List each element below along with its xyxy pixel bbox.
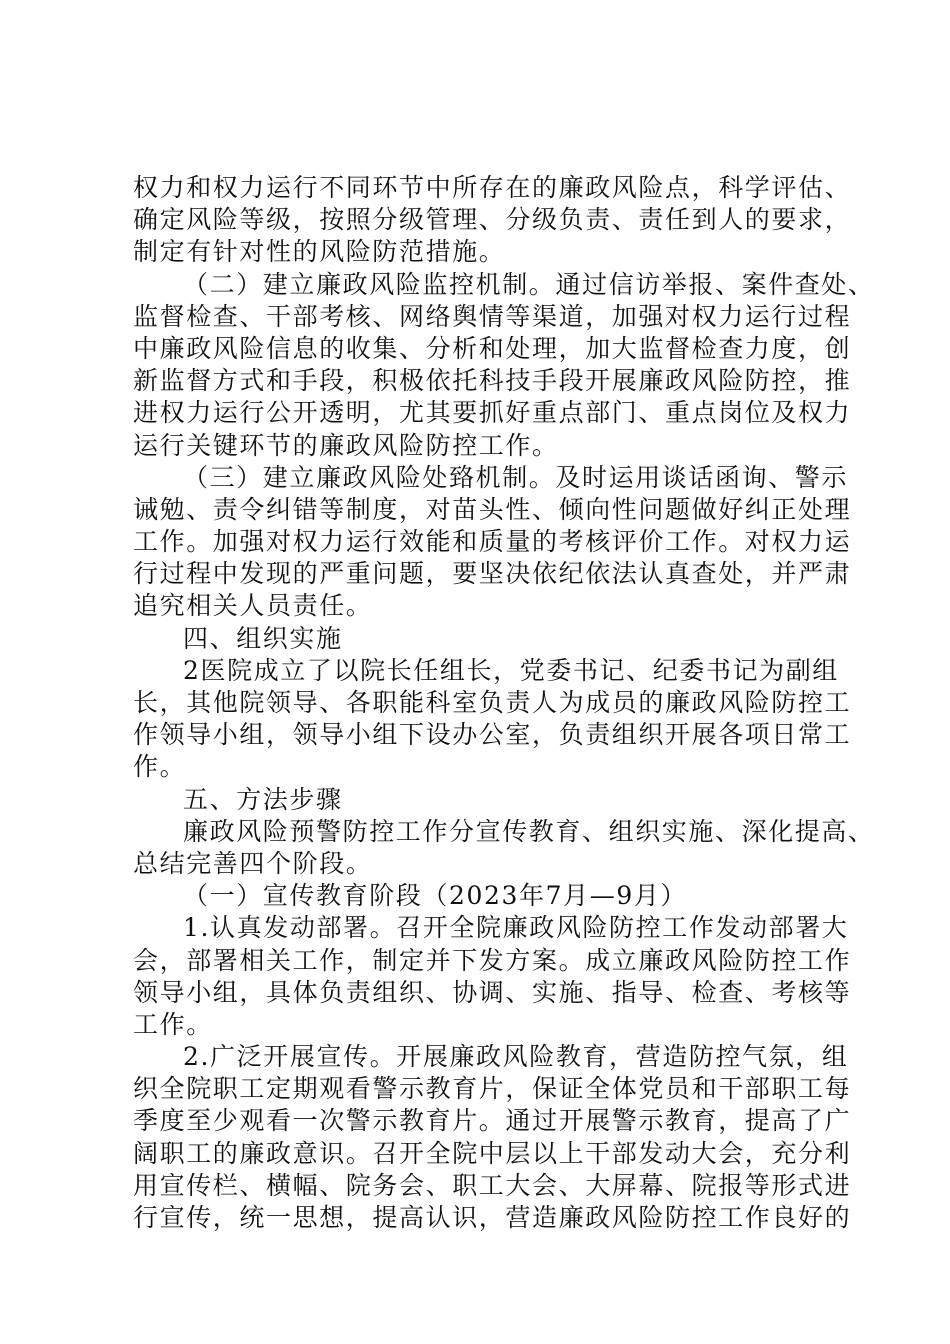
text-line: 中廉政风险信息的收集、分析和处理，加大监督检查力度，创 xyxy=(133,333,852,363)
text-line: 四、组织实施 xyxy=(183,623,343,653)
text-line: 1.认真发动部署。召开全院廉政风险防控工作发动部署大 xyxy=(183,913,849,943)
text-line: 作。 xyxy=(133,752,187,782)
text-line: 用宣传栏、横幅、院务会、职工大会、大屏幕、院报等形式进 xyxy=(133,1170,852,1200)
text-line: 诫勉、责令纠错等制度，对苗头性、倾向性问题做好纠正处理 xyxy=(133,494,852,524)
text-line: 2.广泛开展宣传。开展廉政风险教育，营造防控气氛，组 xyxy=(183,1042,849,1072)
text-line: 2医院成立了以院长任组长，党委书记、纪委书记为副组 xyxy=(183,655,839,685)
text-line: 行过程中发现的严重问题，要坚决依纪依法认真查处，并严肃 xyxy=(133,559,852,589)
text-line: 进权力运行公开透明，尤其要抓好重点部门、重点岗位及权力 xyxy=(133,398,852,428)
text-line: 阔职工的廉政意识。召开全院中层以上干部发动大会，充分利 xyxy=(133,1138,852,1168)
text-line: 工作。加强对权力运行效能和质量的考核评价工作。对权力运 xyxy=(133,527,852,557)
text-line: 权力和权力运行不同环节中所存在的廉政风险点，科学评估、 xyxy=(133,173,852,202)
text-line: （二）建立廉政风险监控机制。通过信访举报、案件查处、 xyxy=(183,269,875,299)
text-line: 运行关键环节的廉政风险防控工作。 xyxy=(133,430,559,460)
text-line: 织全院职工定期观看警示教育片，保证全体党员和干部职工每 xyxy=(133,1074,852,1104)
text-line: 领导小组，具体负责组织、协调、实施、指导、检查、考核等 xyxy=(133,977,852,1007)
text-line: 监督检查、干部考核、网络舆情等渠道，加强对权力运行过程 xyxy=(133,301,852,331)
text-line: （一）宣传教育阶段（2023年7月—9月） xyxy=(183,881,688,911)
text-line: 五、方法步骤 xyxy=(183,784,343,814)
text-line: 新监督方式和手段，积极依托科技手段开展廉政风险防控，推 xyxy=(133,366,852,396)
text-line: 追究相关人员责任。 xyxy=(133,591,373,621)
text-line: 制定有针对性的风险防范措施。 xyxy=(133,237,506,267)
text-line: 季度至少观看一次警示教育片。通过开展警示教育，提高了广 xyxy=(133,1106,852,1136)
text-line: （三）建立廉政风险处臵机制。及时运用谈话函询、警示 xyxy=(183,462,849,492)
document-body xyxy=(133,172,875,1234)
text-line: 工作。 xyxy=(133,1009,213,1039)
text-line: 确定风险等级，按照分级管理、分级负责、责任到人的要求， xyxy=(133,205,852,235)
text-line: 行宣传，统一思想，提高认识，营造廉政风险防控工作良好的 xyxy=(133,1203,852,1232)
text-line: 总结完善四个阶段。 xyxy=(133,848,373,878)
text-line: 作领导小组，领导小组下设办公室，负责组织开展各项日常工 xyxy=(133,720,852,750)
text-line: 廉政风险预警防控工作分宣传教育、组织实施、深化提高、 xyxy=(183,816,875,846)
text-line: 会，部署相关工作，制定并下发方案。成立廉政风险防控工作 xyxy=(133,945,852,975)
text-line: 长，其他院领导、各职能科室负责人为成员的廉政风险防控工 xyxy=(133,688,852,717)
